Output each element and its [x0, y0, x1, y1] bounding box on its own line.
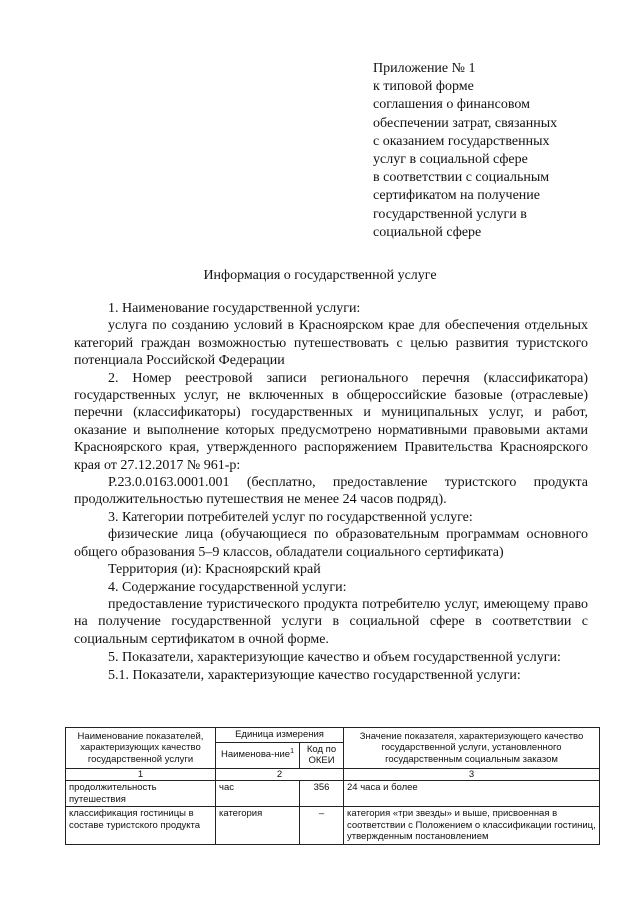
section-heading-4: 4. Содержание государственной услуги: [108, 579, 347, 595]
appendix-line: услуг в социальной сфере [373, 152, 528, 168]
document-title: Информация о государственной услуге [203, 268, 437, 283]
column-number: 3 [344, 768, 600, 781]
unit-cell: час [216, 781, 300, 807]
header-unit-name-text: Наименова-ние [221, 749, 291, 761]
appendix-header [373, 60, 613, 242]
section-heading-5-1: 5.1. Показатели, характеризующие качество государственной услуги: [108, 667, 521, 683]
service-name-text: услуга по созданию условий в Красноярском крае для обеспечения отдельных категорий граждан возможностью путешествовать с целью развития туристского потенциала Российской Федерации [74, 318, 588, 369]
section-heading-5: 5. Показатели, характеризующие качество и объем государственной услуги: [108, 650, 561, 666]
okei-cell: 356 [300, 781, 344, 807]
header-indicator-name: Наименование показателей, характеризующих качество государственной услуги [66, 728, 216, 769]
column-number: 2 [216, 768, 344, 781]
territory-text: Территория (и): Красноярский край [108, 562, 321, 578]
table-row [66, 807, 600, 845]
appendix-line: в соответствии с социальным [373, 170, 550, 186]
section-heading-3: 3. Категории потребителей услуг по государственной услуге: [108, 509, 473, 525]
appendix-line: соглашения о финансовом [373, 97, 530, 113]
quality-indicators-table [65, 727, 600, 845]
header-okei-code: Код по ОКЕИ [300, 742, 344, 768]
table-header-row [66, 728, 600, 743]
section-heading-1: 1. Наименование государственной услуги: [108, 301, 361, 316]
table-number-row [66, 768, 600, 781]
header-unit: Единица измерения [216, 728, 344, 743]
document-body [74, 300, 588, 684]
appendix-line: Приложение № 1 [373, 61, 476, 76]
appendix-line: к типовой форме [373, 79, 474, 95]
indicator-name-cell: продолжительность путешествия [66, 781, 216, 807]
footnote-mark: 1 [290, 748, 294, 756]
indicator-name-cell: классификация гостиницы в составе туристского продукта [66, 807, 216, 845]
indicator-value-cell: категория «три звезды» и выше, присвоенная в соответствии с Положением о классификации гостиниц, утвержденным постановлением [344, 807, 600, 845]
appendix-line: обеспечении затрат, связанных [373, 115, 558, 131]
registry-number-text: Р.23.0.0163.0001.001 (бесплатно, предоставление туристского продукта продолжительностью путешествия не менее 24 часов подряд). [74, 475, 588, 508]
indicator-value-cell: 24 часа и более [344, 781, 600, 807]
appendix-line: социальной сфере [373, 224, 482, 240]
column-number: 1 [66, 768, 216, 781]
unit-cell: категория [216, 807, 300, 845]
section-heading-2: 2. Номер реестровой записи регионального перечня (классификатора) государственных услуг, не включенных в общероссийские базовые (отраслевые) перечни (классификаторы) государственных и муниципальных услуг, и работ, оказание и выполнение которых предусмотрено нормативными правовыми актами Красноярского края, утвержденного распоряжением Правительства Красноярского края от 27.12.2017 № 961-р: [74, 370, 588, 473]
appendix-line: с оказанием государственных [373, 133, 550, 149]
service-content-text: предоставление туристического продукта потребителю услуг, имеющему право на получение государственной услуги в социальной сфере в соответствии с социальным сертификатом в очной форме. [74, 596, 588, 647]
table-row [66, 781, 600, 807]
appendix-line: сертификатом на получение [373, 188, 541, 204]
okei-cell: – [300, 807, 344, 845]
header-indicator-value: Значение показателя, характеризующего качество государственной услуги, установленного государственным социальным заказом [344, 728, 600, 769]
header-unit-name [216, 742, 300, 768]
consumer-category-text: физические лица (обучающиеся по образовательным программам основного общего образования 5–9 классов, обладатели социального сертификата) [74, 527, 588, 560]
appendix-line: государственной услуги в [373, 206, 527, 222]
